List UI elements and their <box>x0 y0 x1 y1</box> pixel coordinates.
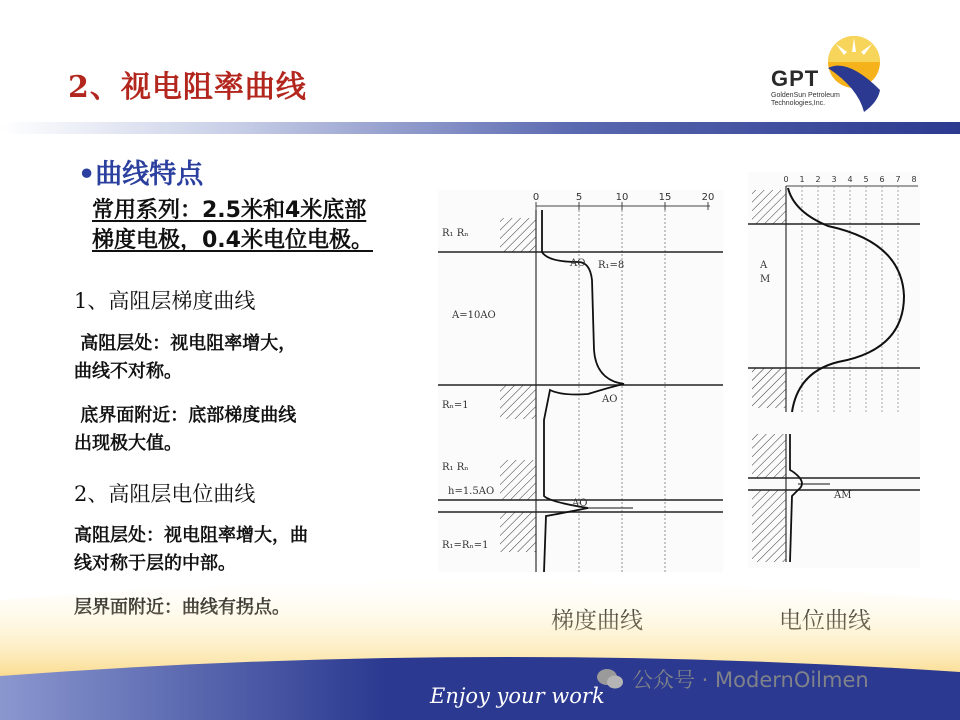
logo-subtext: GoldenSun Petroleum Technologies,Inc. <box>771 92 840 107</box>
scale-tick-10: 10 <box>615 192 629 203</box>
r-scale-1: 1 <box>799 175 805 184</box>
section2-para1-line2: 线对称于层的中部。 <box>74 553 236 574</box>
r-scale-0: 0 <box>783 175 789 184</box>
r-scale-7: 7 <box>895 175 901 184</box>
label-r1-rn-thin: R₁ Rₙ <box>442 462 469 473</box>
label-m: M <box>760 274 771 285</box>
section2-title: 2、高阻层电位曲线 <box>74 482 256 506</box>
watermark-text: 公众号 · ModernOilmen <box>632 668 869 692</box>
r-scale-2: 2 <box>815 175 821 184</box>
label-ao-thin: AO <box>572 498 588 509</box>
r-scale-4: 4 <box>847 175 853 184</box>
series-line-1: 常用系列：2.5米和4米底部 <box>92 198 367 223</box>
potential-curve-figure <box>748 172 920 568</box>
scale-tick-20: 20 <box>701 192 715 203</box>
logo-wordmark: GPT <box>771 66 820 91</box>
section1-para1 <box>74 330 404 386</box>
label-rn-1: Rₙ=1 <box>442 400 469 411</box>
scale-tick-5: 5 <box>575 192 583 203</box>
scale-tick-15: 15 <box>658 192 672 203</box>
r-scale-8: 8 <box>911 175 917 184</box>
scale-tick-0: 0 <box>532 192 540 203</box>
label-ao-top: AO <box>570 258 586 269</box>
page-title: 2、视电阻率曲线 <box>68 70 307 105</box>
section1-para2-line2: 出现极大值。 <box>74 433 182 454</box>
bullet-heading: •曲线特点 <box>78 159 204 190</box>
section1-para2-line1: 底界面附近：底部梯度曲线 <box>74 405 297 426</box>
wechat-icon <box>596 668 624 690</box>
label-a-10ao: A=10AO <box>452 310 496 321</box>
label-am: AM <box>834 490 852 501</box>
r-scale-6: 6 <box>879 175 885 184</box>
section1-para2 <box>74 402 404 458</box>
section1-para1-line2: 曲线不对称。 <box>74 361 182 382</box>
electrode-series-note <box>92 196 422 256</box>
label-h-1-5ao: h=1.5AO <box>448 486 495 497</box>
footer-slogan: Enjoy your work <box>430 684 605 708</box>
section1-para1-line1: 高阻层处：视电阻率增大， <box>74 333 297 354</box>
gradient-curve-figure <box>438 190 723 572</box>
label-ao-bottom: AO <box>602 394 618 405</box>
series-line-2: 梯度电极，0.4米电位电极。 <box>92 228 373 253</box>
r-scale-3: 3 <box>831 175 837 184</box>
label-r1-rn-top: R₁ Rₙ <box>442 228 469 239</box>
r-scale-5: 5 <box>863 175 869 184</box>
label-r1-rn-1: R₁=Rₙ=1 <box>442 540 489 551</box>
section2-para1-line1: 高阻层处：视电阻率增大，曲 <box>74 525 308 546</box>
label-r-eq-8: R₁=8 <box>598 260 625 271</box>
label-a: A <box>760 260 768 271</box>
section1-title: 1、高阻层梯度曲线 <box>74 289 256 313</box>
